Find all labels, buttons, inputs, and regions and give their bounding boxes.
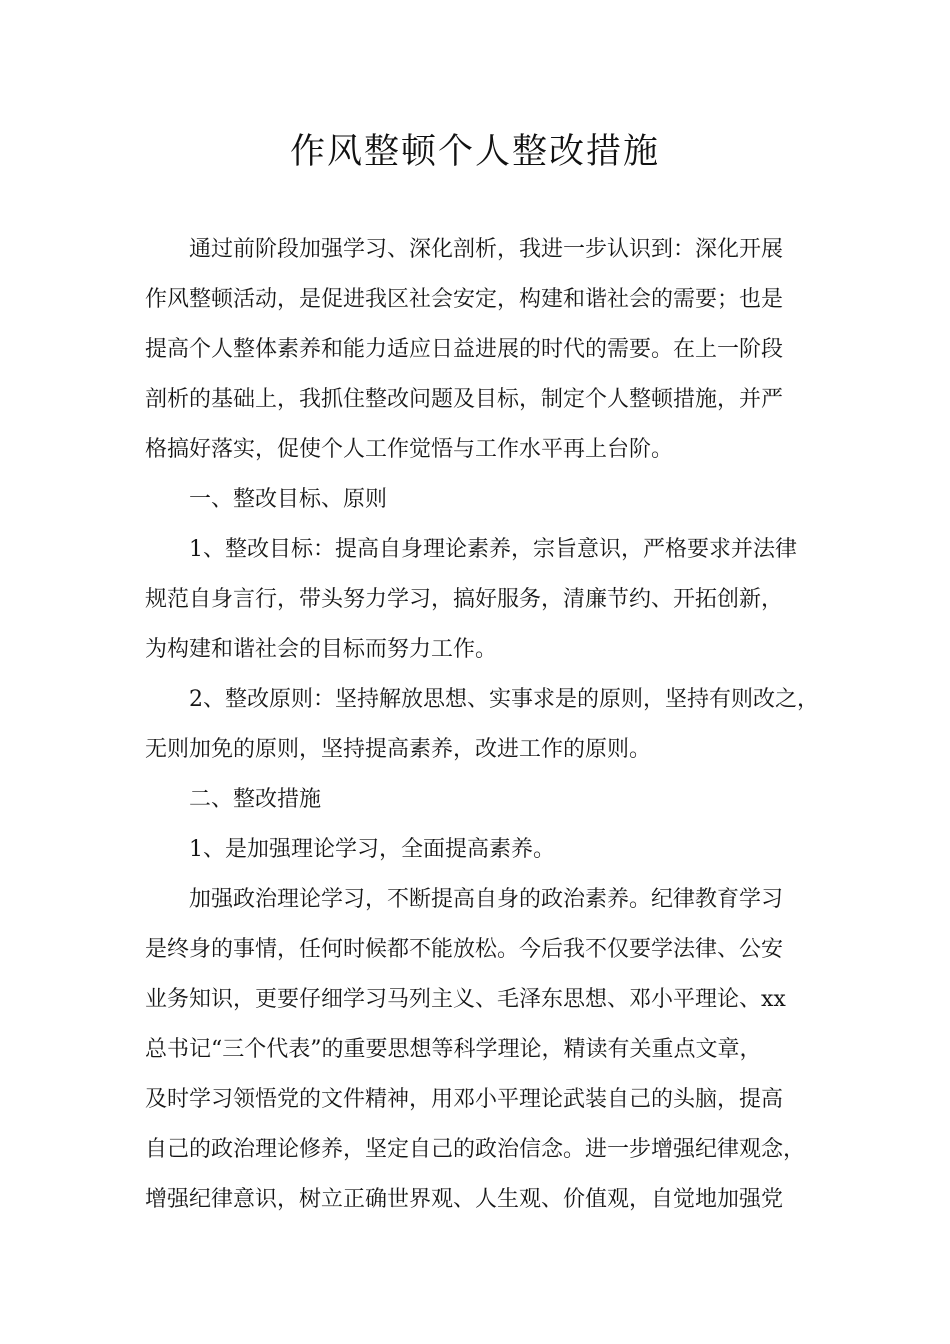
paragraph-line-measure-2: 是终身的事情，任何时候都不能放松。今后我不仅要学法律、公安 — [145, 937, 784, 962]
paragraph-line-measure-6: 自己的政治理论修养，坚定自己的政治信念。进一步增强纪律观念， — [145, 1137, 806, 1162]
paragraph-line-measure-5: 及时学习领悟党的文件精神，用邓小平理论武装自己的头脑，提高 — [145, 1087, 784, 1112]
paragraph-line-principle-1: 2、整改原则：坚持解放思想、实事求是的原则，坚持有则改之， — [189, 687, 819, 712]
paragraph-line-intro-2: 作风整顿活动，是促进我区社会安定，构建和谐社会的需要；也是 — [145, 287, 784, 312]
paragraph-line-measure-7: 增强纪律意识，树立正确世界观、人生观、价值观，自觉地加强党 — [145, 1187, 784, 1212]
paragraph-line-goal-2: 规范自身言行，带头努力学习，搞好服务，清廉节约、开拓创新， — [145, 587, 784, 612]
paragraph-line-goal-3: 为构建和谐社会的目标而努力工作。 — [145, 637, 498, 662]
document-title: 作风整顿个人整改措施 — [289, 132, 660, 172]
paragraph-line-intro-3: 提高个人整体素养和能力适应日益进展的时代的需要。在上一阶段 — [145, 337, 784, 362]
paragraph-line-intro-4: 剖析的基础上，我抓住整改问题及目标，制定个人整顿措施，并严 — [145, 387, 784, 412]
section-heading-measures: 二、整改措施 — [189, 787, 322, 812]
paragraph-line-principle-2: 无则加免的原则，坚持提高素养，改进工作的原则。 — [145, 737, 652, 762]
paragraph-line-goal-1: 1、整改目标：提高自身理论素养，宗旨意识，严格要求并法律 — [189, 537, 797, 562]
paragraph-line-intro-5: 格搞好落实，促使个人工作觉悟与工作水平再上台阶。 — [145, 437, 674, 462]
paragraph-line-measure-3: 业务知识，更要仔细学习马列主义、毛泽东思想、邓小平理论、xx — [145, 987, 786, 1012]
section-heading-goals: 一、整改目标、原则 — [189, 487, 388, 512]
paragraph-line-intro-1: 通过前阶段加强学习、深化剖析，我进一步认识到：深化开展 — [189, 237, 784, 262]
paragraph-line-measure-4: 总书记“三个代表”的重要思想等科学理论，精读有关重点文章， — [145, 1037, 762, 1062]
subheading-measure-1: 1、是加强理论学习，全面提高素养。 — [189, 837, 555, 862]
paragraph-line-measure-1: 加强政治理论学习，不断提高自身的政治素养。纪律教育学习 — [189, 887, 784, 912]
